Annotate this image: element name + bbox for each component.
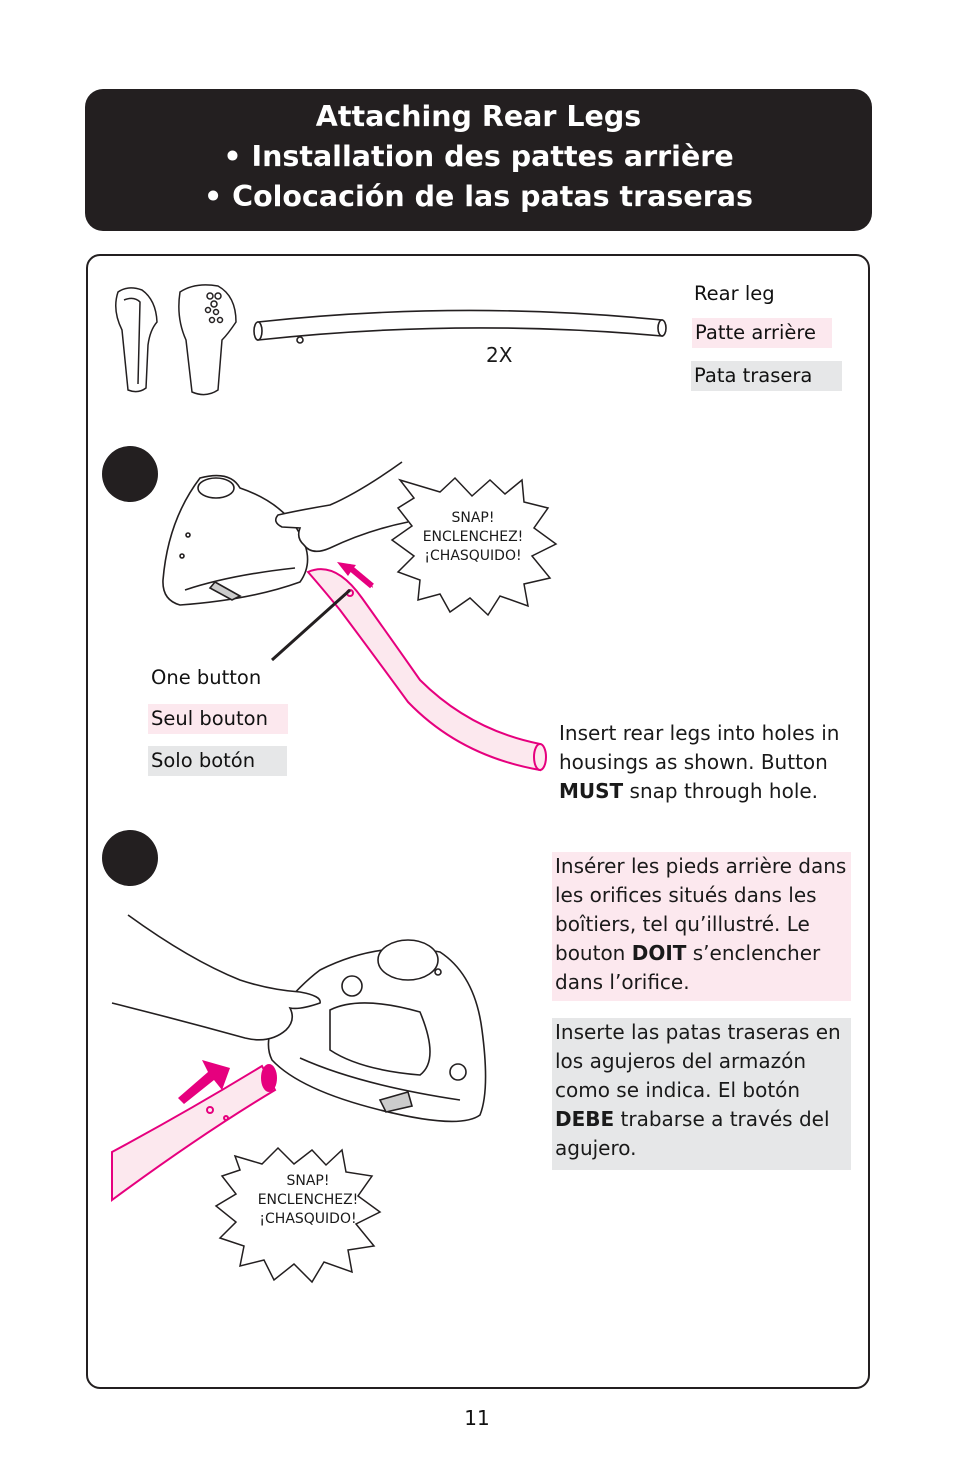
housing-part-right-illustration xyxy=(179,285,236,395)
button-pointer-line xyxy=(272,590,350,660)
part-label-fr: Patte arrière xyxy=(692,318,832,348)
step2-snap-text: SNAP! ENCLENCHEZ! ¡CHASQUIDO! xyxy=(257,1173,359,1227)
step1-marker xyxy=(102,446,158,502)
instruction-en: Insert rear legs into holes in housings as shown. Button MUST snap through hole. xyxy=(559,721,840,803)
title-french: • Installation des pattes arrière xyxy=(223,140,734,173)
part-label-es: Pata trasera xyxy=(691,361,842,391)
step2-marker xyxy=(102,830,158,886)
step2-housing-illustration xyxy=(268,940,485,1121)
instruction-fr: Insérer les pieds arrière dans les orifices situés dans les boîtiers, tel qu’illustré. Le bouton DOIT s’enclencher dans l’orifice. xyxy=(552,852,851,1001)
title-spanish: • Colocación de las patas traseras xyxy=(204,180,753,213)
housing-part-left-illustration xyxy=(116,288,157,392)
step1-housing-illustration xyxy=(163,476,308,605)
page-number: 11 xyxy=(464,1406,490,1430)
rear-leg-tube-illustration xyxy=(254,310,666,343)
title-english: Attaching Rear Legs xyxy=(315,100,642,133)
part-label-en: Rear leg xyxy=(694,282,775,305)
button-label-en: One button xyxy=(151,666,262,689)
step2-hand-illustration xyxy=(112,915,320,1040)
step1-snap-text: SNAP! ENCLENCHEZ! ¡CHASQUIDO! xyxy=(422,510,524,564)
button-label-fr: Seul bouton xyxy=(148,704,288,734)
button-label-es: Solo botón xyxy=(148,746,287,776)
instruction-es: Inserte las patas traseras en los agujeros del armazón como se indica. El botón DEBE trabarse a través del agujero. xyxy=(552,1018,851,1170)
quantity-label: 2X xyxy=(486,343,513,367)
step1-arrow-shaft xyxy=(348,566,372,586)
